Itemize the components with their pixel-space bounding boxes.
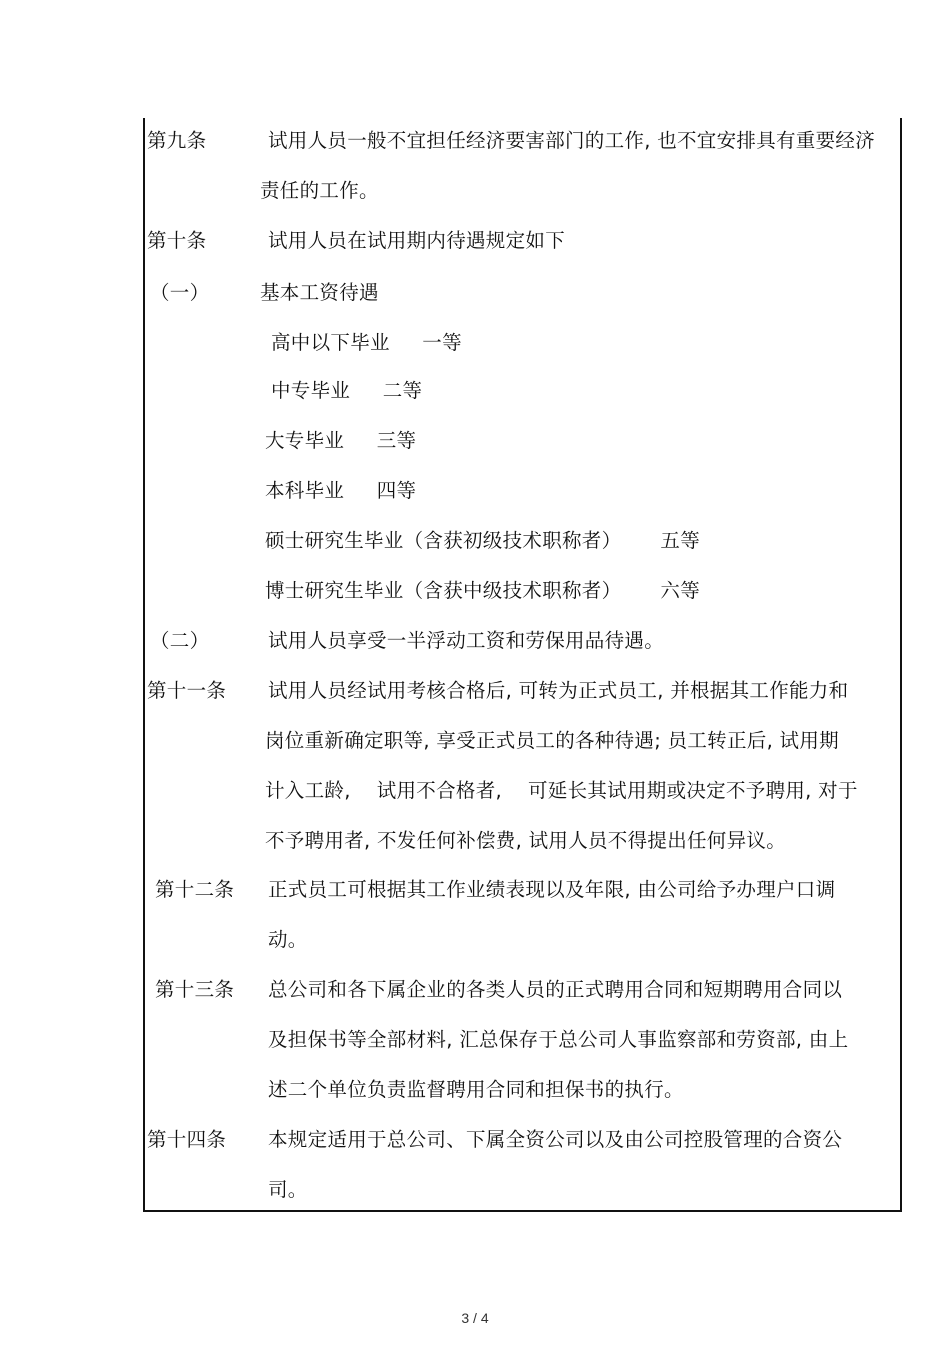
article-12-line-1: 正式员工可根据其工作业绩表现以及年限, 由公司给予办理户口调 [268, 878, 836, 901]
article-13-label: 第十三条 [155, 978, 235, 1001]
grade-line: 博士研究生毕业（含获中级技术职称者） 六等 [265, 579, 700, 602]
article-14-label: 第十四条 [147, 1128, 227, 1151]
article-11-line-2: 岗位重新确定职等, 享受正式员工的各种待遇; 员工转正后, 试用期 [265, 729, 839, 752]
article-14-line-1: 本规定适用于总公司、下属全资公司以及由公司控股管理的合资公 [268, 1128, 843, 1151]
page-number: 3 / 4 [461, 1310, 489, 1326]
article-13-line-3: 述二个单位负责监督聘用合同和担保书的执行。 [268, 1078, 684, 1101]
item-1-label: （一） [150, 281, 210, 304]
grade-line: 大专毕业 三等 [265, 429, 417, 452]
article-9-label: 第九条 [147, 129, 207, 152]
article-11-line-4: 不予聘用者, 不发任何补偿费, 试用人员不得提出任何异议。 [265, 829, 786, 852]
article-10-line-1: 试用人员在试用期内待遇规定如下 [268, 229, 566, 252]
article-11-line-3: 计入工龄, 试用不合格者, 可延长其试用期或决定不予聘用, 对于 [265, 779, 858, 802]
grade-line: 本科毕业 四等 [265, 479, 417, 502]
article-14-line-2: 司。 [268, 1178, 308, 1201]
article-9-line-2: 责任的工作。 [260, 179, 379, 202]
article-9-line-1: 试用人员一般不宜担任经济要害部门的工作, 也不宜安排具有重要经济 [268, 129, 875, 152]
article-13-line-2: 及担保书等全部材料, 汇总保存于总公司人事监察部和劳资部, 由上 [268, 1028, 849, 1051]
item-1-heading: 基本工资待遇 [260, 281, 379, 304]
article-10-label: 第十条 [147, 229, 207, 252]
grade-line: 高中以下毕业 一等 [271, 331, 462, 354]
article-12-label: 第十二条 [155, 878, 235, 901]
item-2-line-1: 试用人员享受一半浮动工资和劳保用品待遇。 [268, 629, 665, 652]
article-12-line-2: 动。 [268, 928, 308, 951]
grade-line: 硕士研究生毕业（含获初级技术职称者） 五等 [265, 529, 700, 552]
article-11-line-1: 试用人员经试用考核合格后, 可转为正式员工, 并根据其工作能力和 [268, 679, 849, 702]
item-2-label: （二） [150, 629, 210, 652]
grade-line: 中专毕业 二等 [271, 379, 423, 402]
article-13-line-1: 总公司和各下属企业的各类人员的正式聘用合同和短期聘用合同以 [268, 978, 843, 1001]
article-11-label: 第十一条 [147, 679, 227, 702]
